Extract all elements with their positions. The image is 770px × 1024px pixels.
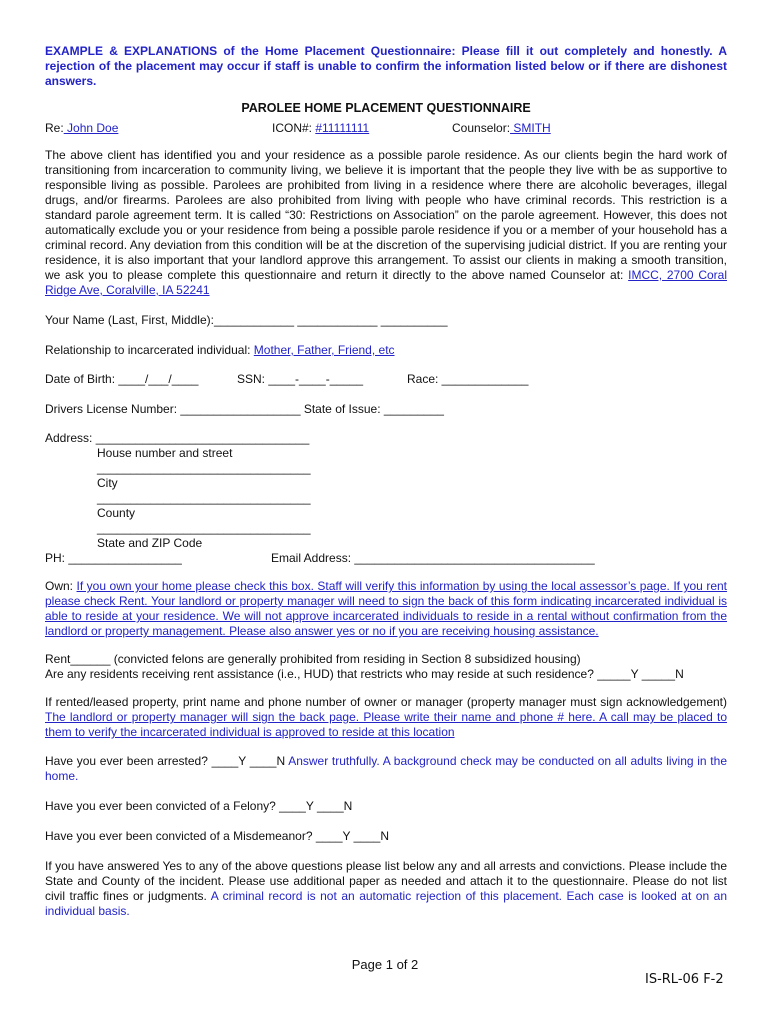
- address-state-caption: State and ZIP Code: [97, 536, 203, 550]
- explanation-text: The above client has identified you and your residence as a possible parole residence. As our clients begin the hard work of transitioning from incarceration to community living, we believe it is important that the people they live with be as supportive to responsible living as possible. Parolees are prohibited from living in a residence where there are alcoholic beverages, illegal drugs, and/or firearms. Parolees are also prohibited from living with people who have criminal records. This restriction is a standard parole agreement term. It is called “30: Restrictions on Association” on the parole agreement. However, this does not automatically exclude you or your residence from being a possible parole residence if you or a member of your household has a criminal record. Any deviation from this condition will be at the discretion of the supervising judicial district. If you are renting your residence, it is also important that your landlord approve this arrangement. To assist our clients in making a smooth transition, we ask you to please complete this questionnaire and return it directly to the above named Counselor at:: [45, 148, 727, 282]
- rented-note: The landlord or property manager will sign the back page. Please write their name and phone # here. A call may be placed to them to verify the incarcerated individual is approved to reside at this location: [45, 710, 727, 739]
- icon-field: [272, 121, 452, 136]
- your-name-line: Your Name (Last, First, Middle):____________ ____________ __________: [45, 313, 448, 327]
- relationship-value: Mother, Father, Friend, etc: [253, 343, 395, 357]
- address-street-caption: House number and street: [97, 446, 233, 460]
- rent-block: [45, 652, 727, 682]
- re-field: [45, 121, 272, 136]
- form-code: IS-RL-06 F-2: [645, 972, 724, 987]
- relationship-line: [45, 343, 727, 358]
- own-paragraph: [45, 579, 727, 639]
- race-field: Race: _____________: [407, 372, 529, 386]
- counselor-field: [452, 121, 551, 136]
- address-blank-state: ________________________________: [97, 521, 311, 535]
- assistance-line: Are any residents receiving rent assistance (i.e., HUD) that restricts who may reside at such residence? _____Y _____N: [45, 667, 684, 681]
- arrested-paragraph: [45, 754, 727, 784]
- felony-line: Have you ever been convicted of a Felony? ____Y ____N: [45, 799, 353, 813]
- address-block: [45, 431, 727, 566]
- list-text: If you have answered Yes to any of the above questions please list below any and all arrests and convictions. Please include the State and County of the incident. Please use additional paper as needed and attach it to the questionnaire. Please do not list civil traffic fines or judgments.: [45, 859, 727, 903]
- ssn-field: SSN: ____-____-_____: [237, 372, 364, 386]
- counselor-label: Counselor:: [452, 121, 511, 135]
- arrested-text: Have you ever been arrested? ____Y ____N: [45, 754, 289, 768]
- icon-value: #11111111: [315, 121, 370, 135]
- list-paragraph: [45, 859, 727, 919]
- form-title: PAROLEE HOME PLACEMENT QUESTIONNAIRE: [241, 101, 531, 115]
- icon-label: ICON#:: [272, 121, 316, 135]
- phone-email-row: [45, 551, 727, 566]
- re-value: John Doe: [63, 121, 119, 135]
- explanation-paragraph: [45, 148, 727, 298]
- dob-field: Date of Birth: ____/___/____: [45, 372, 199, 386]
- email-field: Email Address: ____________________________________: [271, 551, 595, 565]
- rented-paragraph: [45, 695, 727, 740]
- intro-instructions: EXAMPLE & EXPLANATIONS of the Home Placement Questionnaire: Please fill it out completely and honestly. A rejection of the placement may occur if staff is unable to confirm the information listed below or if there are dishonest answers.: [45, 44, 727, 88]
- rent-line: Rent______ (convicted felons are generally prohibited from residing in Section 8 subsidized housing): [45, 652, 581, 666]
- rented-text: If rented/leased property, print name and phone number of owner or manager (property manager must sign acknowledgement): [45, 695, 727, 709]
- counselor-value: SMITH: [510, 121, 551, 135]
- address-city-caption: City: [97, 476, 118, 490]
- misdemeanor-line: Have you ever been convicted of a Misdemeanor? ____Y ____N: [45, 829, 389, 843]
- license-line: Drivers License Number: __________________ State of Issue: _________: [45, 402, 444, 416]
- own-label: Own:: [45, 579, 77, 593]
- arrested-note: Answer truthfully. A background check may be conducted on all adults living in the home.: [45, 754, 727, 783]
- address-blank-street: ________________________________: [95, 431, 310, 445]
- header-info-row: [45, 121, 727, 136]
- dob-ssn-race-row: [45, 372, 727, 387]
- address-blank-city: ________________________________: [97, 461, 311, 475]
- address-label: Address:: [45, 431, 96, 445]
- address-blank-county: ________________________________: [97, 491, 311, 505]
- phone-field: PH: _________________: [45, 551, 182, 565]
- own-note: If you own your home please check this box. Staff will verify this information by using the local assessor’s page. If you rent please check Rent. Your landlord or property manager will need to sign the back of this form indicating incarcerated individual is able to reside at your residence. We will not approve incarcerated individuals to reside in a rental without confirmation from the landlord or property management. Please also answer yes or no if you are receiving housing assistance.: [45, 579, 728, 638]
- list-note: A criminal record is not an automatic rejection of this placement. Each case is looked at on an individual basis.: [45, 889, 728, 918]
- relationship-label: Relationship to incarcerated individual:: [45, 343, 254, 357]
- re-label: Re:: [45, 121, 64, 135]
- questionnaire-page: [45, 44, 727, 919]
- address-county-caption: County: [97, 506, 136, 520]
- counselor-address: IMCC, 2700 Coral Ridge Ave, Coralville, IA 52241: [45, 268, 727, 297]
- page-number: Page 1 of 2: [351, 957, 419, 972]
